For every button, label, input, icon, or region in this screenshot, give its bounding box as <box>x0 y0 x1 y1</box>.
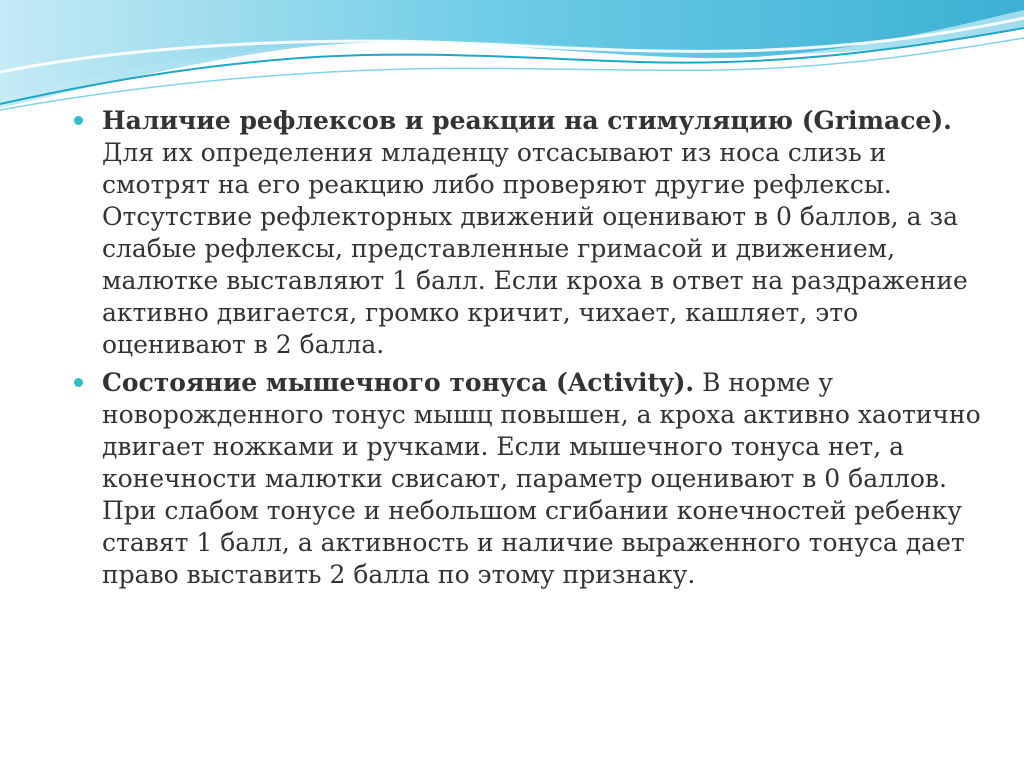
bullet-dot-icon <box>74 378 83 387</box>
bullet-body-text: В норме у новорожденного тонус мышц повышен, а кроха активно хаотично двигает ножками и ручками. Если мышечного тонуса нет, а конечности малютки свисают, параметр оценивают в 0 баллов. При слабом тонусе и небольшом сгибании конечностей ребенку ставят 1 балл, а активность и наличие выраженного тонуса дает право выставить 2 балла по этому признаку. <box>102 368 981 589</box>
bullet-dot-icon <box>74 116 83 125</box>
bullet-heading: Наличие рефлексов и реакции на стимуляцию (Grimace). <box>102 106 952 135</box>
bullet-body-text: Для их определения младенцу отсасывают из носа слизь и смотрят на его реакцию либо проверяют другие рефлексы. Отсутствие рефлекторных движений оценивают в 0 баллов, а за слабые рефлексы, представленные гримасой и движением, малютке выставляют 1 балл. Если кроха в ответ на раздражение активно двигается, громко кричит, чихает, кашляет, это оценивают в 2 балла. <box>102 138 968 359</box>
bullet-grimace <box>74 105 994 361</box>
bullet-activity <box>74 367 994 591</box>
content-bullet-list <box>74 105 994 591</box>
bullet-heading: Состояние мышечного тонуса (Activity). <box>102 368 695 397</box>
